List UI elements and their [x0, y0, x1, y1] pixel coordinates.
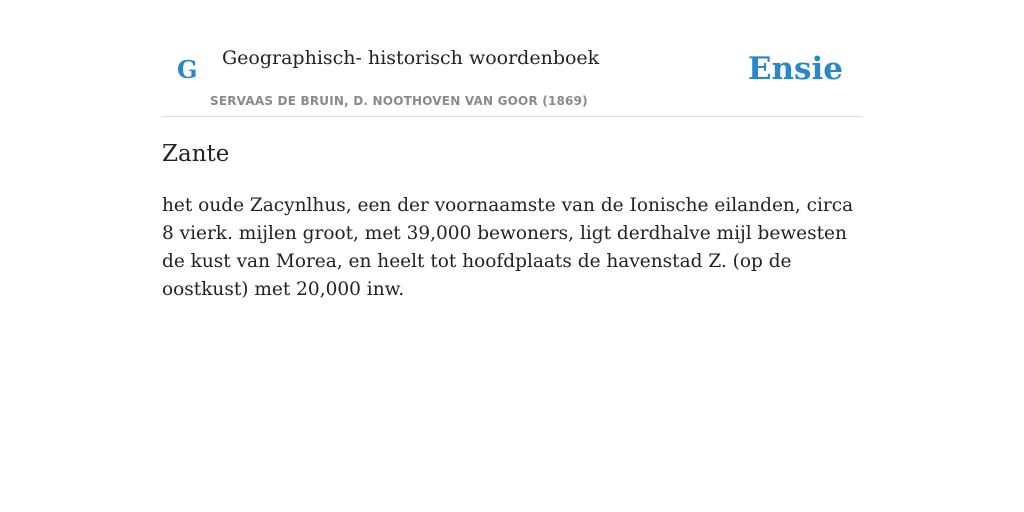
- page: [162, 0, 862, 512]
- book-authors: SERVAAS DE BRUIN, D. NOOTHOVEN VAN GOOR (1869): [210, 94, 588, 108]
- book-title-link[interactable]: Geographisch- historisch woordenboek: [222, 47, 600, 69]
- dictionary-header: [162, 0, 862, 117]
- ensie-logo-link[interactable]: Ensie: [747, 51, 843, 87]
- entry-definition: het oude Zacynlhus, een der voornaamste van de Ionische eilanden, circa 8 vierk. mijlen groot, met 39,000 bewoners, ligt derdhalve mijl bewesten de kust van Morea, en heelt tot hoofdplaats de havenstad Z. (op de oostkust) met 20,000 inw.: [162, 195, 854, 300]
- dictionary-logo[interactable]: G: [177, 55, 198, 84]
- entry-title: Zante: [162, 141, 230, 167]
